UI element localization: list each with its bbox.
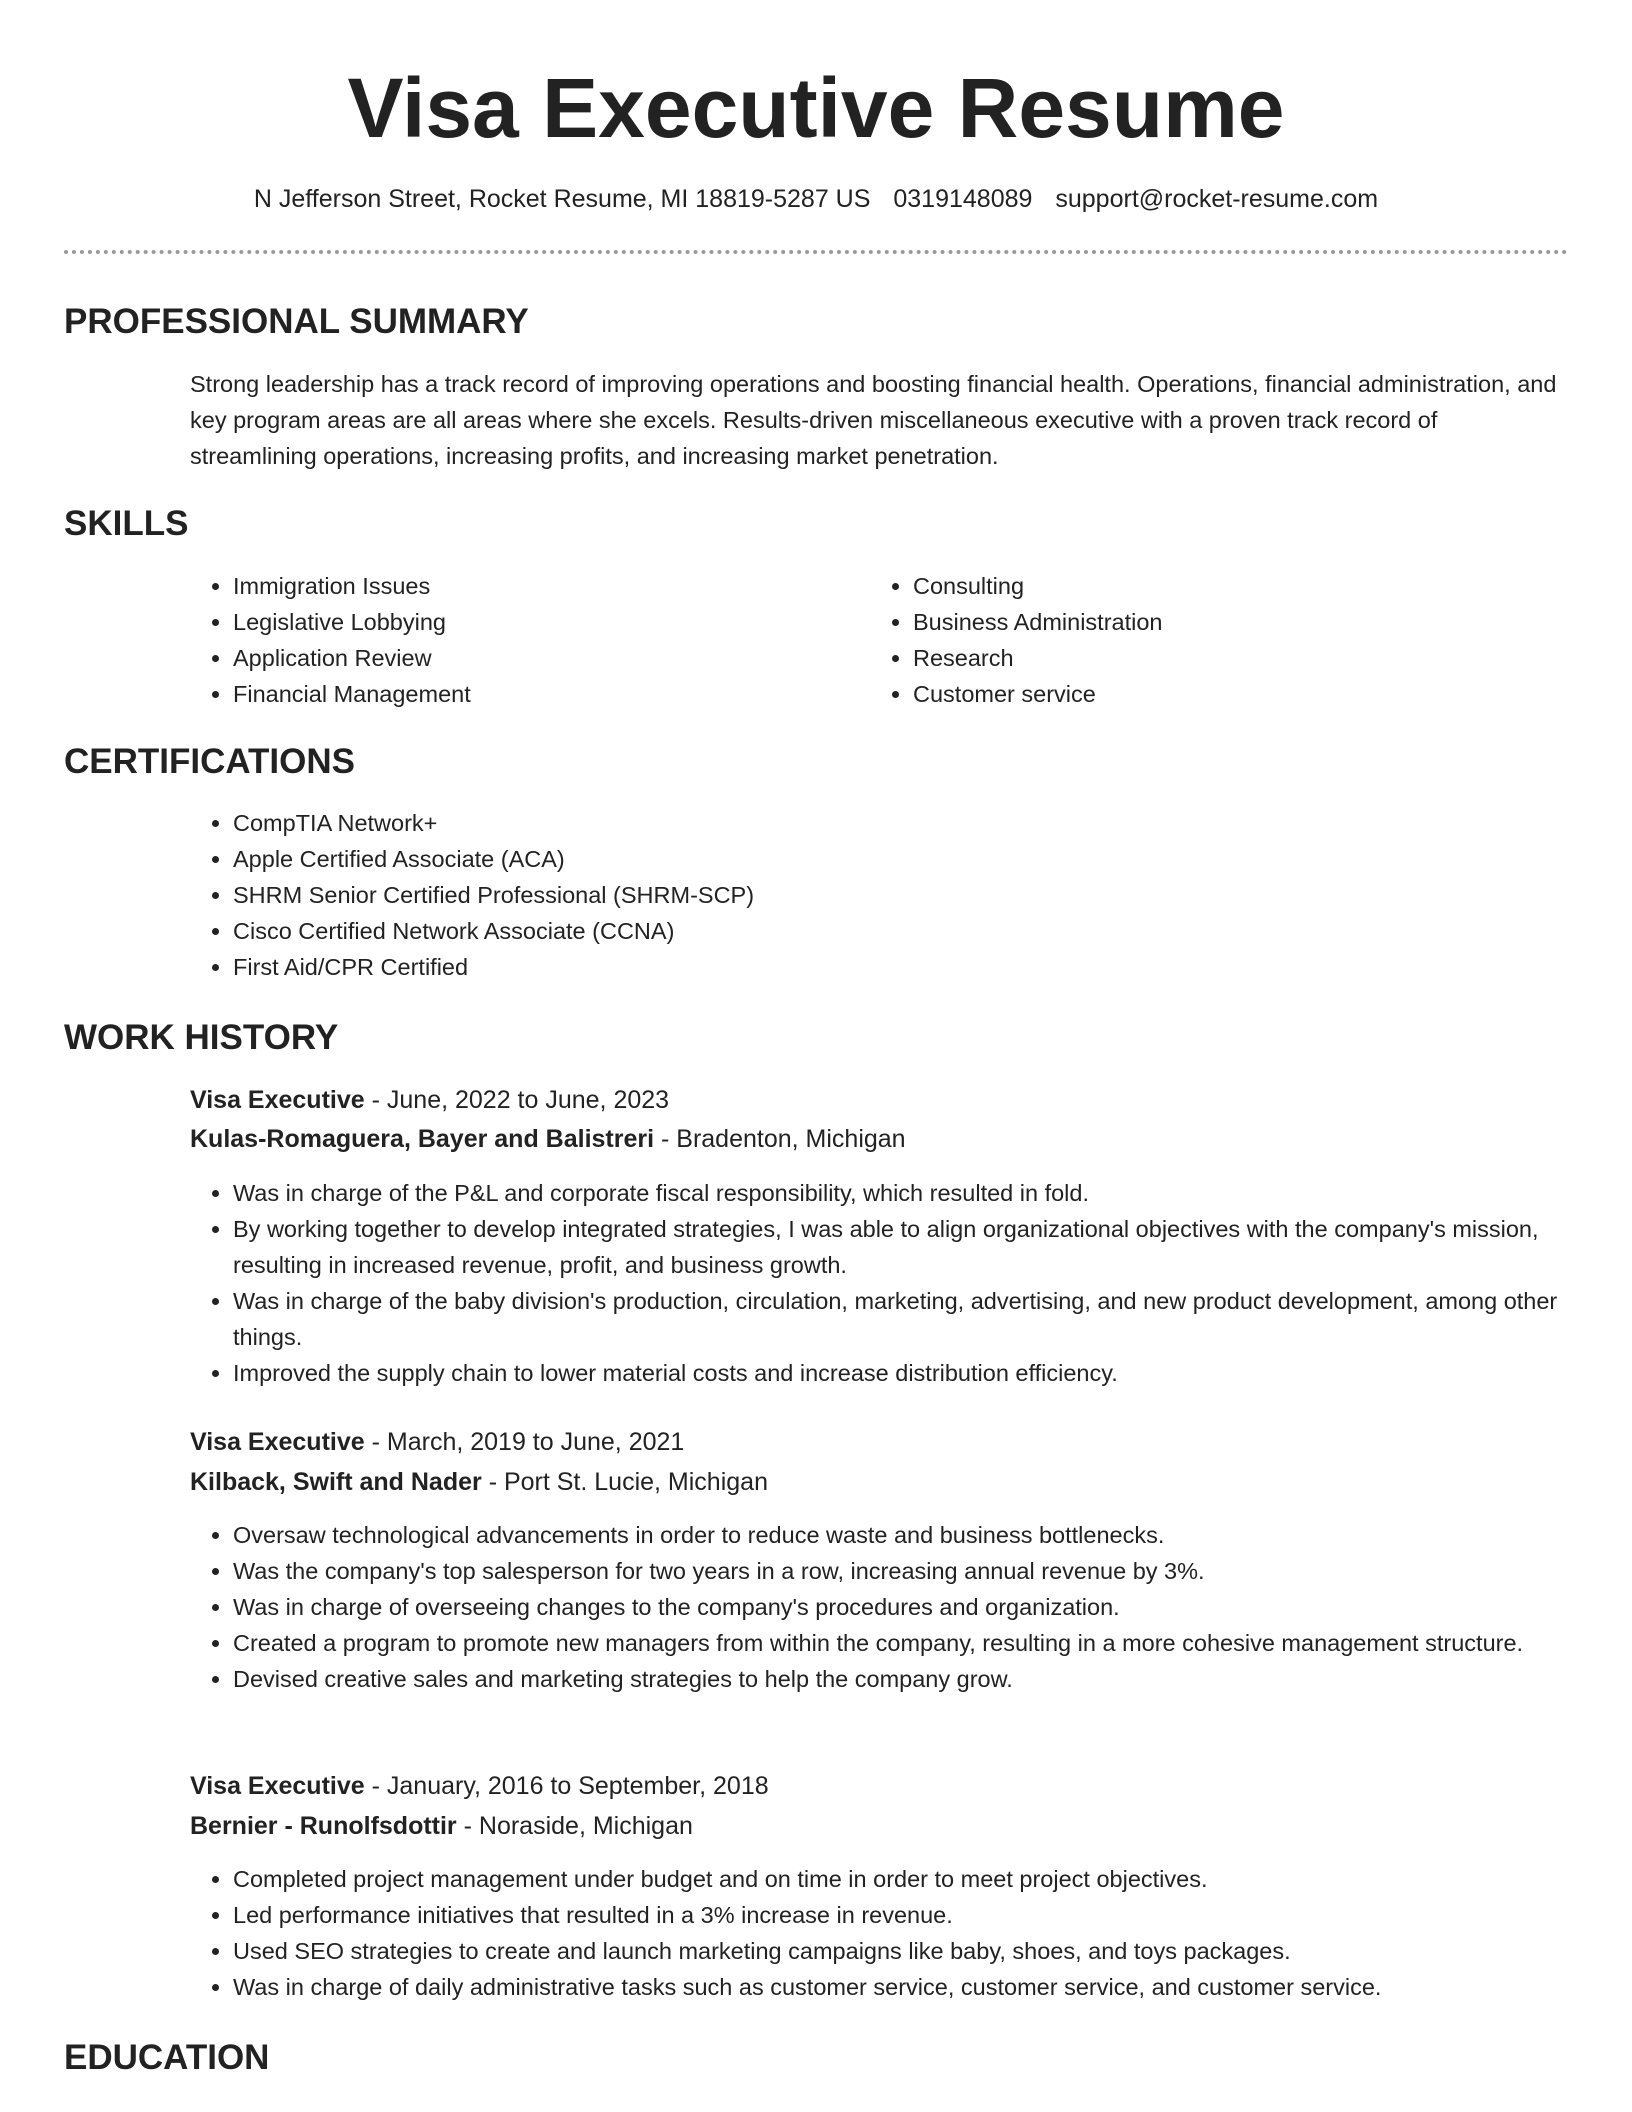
list-item: • Created a program to promote new managers from within the company, resulting in a more cohesive management structure. [233, 1625, 1613, 1661]
list-item: • Completed project management under budget and on time in order to meet project objectives. [233, 1861, 1613, 1897]
skills-list-left [190, 568, 833, 712]
resume-title: Visa Executive Resume [347, 61, 1285, 155]
job-location: - Noraside, Michigan [456, 1812, 693, 1840]
contact-phone: 0319148089 [893, 185, 1033, 213]
job-dates: - January, 2016 to September, 2018 [364, 1772, 769, 1800]
list-item: • Consulting [913, 568, 1513, 604]
list-item: • Apple Certified Associate (ACA) [233, 841, 1613, 877]
job-company: Kilback, Swift and Nader [190, 1468, 482, 1496]
list-item: • Led performance initiatives that resulted in a 3% increase in revenue. [233, 1897, 1613, 1933]
job-company-line [190, 1462, 1570, 1502]
certifications-heading: CERTIFICATIONS [64, 742, 356, 781]
work-history-heading: WORK HISTORY [64, 1018, 339, 1057]
list-item: • Immigration Issues [233, 568, 833, 604]
list-item: • Was in charge of the P&L and corporate fiscal responsibility, which resulted in fold. [233, 1175, 1613, 1211]
job-title: Visa Executive [190, 1772, 365, 1800]
job-bullets [190, 1861, 1613, 2005]
job-title-line [190, 1080, 1570, 1120]
certifications-list [190, 805, 1613, 985]
list-item: • Was in charge of daily administrative tasks such as customer service, customer service, and customer service. [233, 1969, 1613, 2005]
summary-heading: PROFESSIONAL SUMMARY [64, 302, 529, 341]
job-company: Kulas-Romaguera, Bayer and Balistreri [190, 1125, 655, 1153]
skills-list-right [870, 568, 1513, 712]
job-location: - Port St. Lucie, Michigan [481, 1468, 768, 1496]
education-heading: EDUCATION [64, 2038, 270, 2077]
list-item: • First Aid/CPR Certified [233, 949, 1613, 985]
list-item: • Research [913, 640, 1513, 676]
job-company-line [190, 1119, 1570, 1159]
list-item: • Business Administration [913, 604, 1513, 640]
list-item: • Cisco Certified Network Associate (CCNA) [233, 913, 1613, 949]
list-item: • Financial Management [233, 676, 833, 712]
job-dates: - March, 2019 to June, 2021 [364, 1428, 685, 1456]
job-title-line [190, 1422, 1570, 1462]
skills-heading: SKILLS [64, 504, 189, 543]
list-item: • Improved the supply chain to lower material costs and increase distribution efficiency. [233, 1355, 1613, 1391]
header-divider [64, 250, 1568, 254]
list-item: • Was in charge of the baby division's production, circulation, marketing, advertising, and new product development, among other things. [233, 1283, 1613, 1355]
list-item: • Legislative Lobbying [233, 604, 833, 640]
list-item: • Was the company's top salesperson for two years in a row, increasing annual revenue by 3%. [233, 1553, 1613, 1589]
list-item: • CompTIA Network+ [233, 805, 1613, 841]
list-item: • Used SEO strategies to create and launch marketing campaigns like baby, shoes, and toys packages. [233, 1933, 1613, 1969]
list-item: • Was in charge of overseeing changes to the company's procedures and organization. [233, 1589, 1613, 1625]
list-item: • Oversaw technological advancements in order to reduce waste and business bottlenecks. [233, 1517, 1613, 1553]
list-item: • By working together to develop integrated strategies, I was able to align organizational objectives with the company's mission, resulting in increased revenue, profit, and business growth. [233, 1211, 1613, 1283]
job-title: Visa Executive [190, 1428, 365, 1456]
list-item: • Customer service [913, 676, 1513, 712]
job-bullets [190, 1517, 1613, 1697]
contact-line [0, 180, 1632, 218]
list-item: • Application Review [233, 640, 833, 676]
job-company: Bernier - Runolfsdottir [190, 1812, 457, 1840]
job-dates: - June, 2022 to June, 2023 [364, 1086, 670, 1114]
job-bullets [190, 1175, 1613, 1391]
job-company-line [190, 1806, 1570, 1846]
list-item: • SHRM Senior Certified Professional (SHRM-SCP) [233, 877, 1613, 913]
contact-email: support@rocket-resume.com [1055, 185, 1379, 213]
job-location: - Bradenton, Michigan [654, 1125, 906, 1153]
summary-text: Strong leadership has a track record of improving operations and boosting financial health. Operations, financial administration, and key program areas are all areas where she excels. Results-driven miscellaneous executive with a proven track record of streamlining operations, increasing profits, and increasing market penetration. [190, 371, 1557, 469]
list-item: • Devised creative sales and marketing strategies to help the company grow. [233, 1661, 1613, 1697]
contact-address: N Jefferson Street, Rocket Resume, MI 18819-5287 US [253, 185, 871, 213]
job-title: Visa Executive [190, 1086, 365, 1114]
job-title-line [190, 1766, 1570, 1806]
